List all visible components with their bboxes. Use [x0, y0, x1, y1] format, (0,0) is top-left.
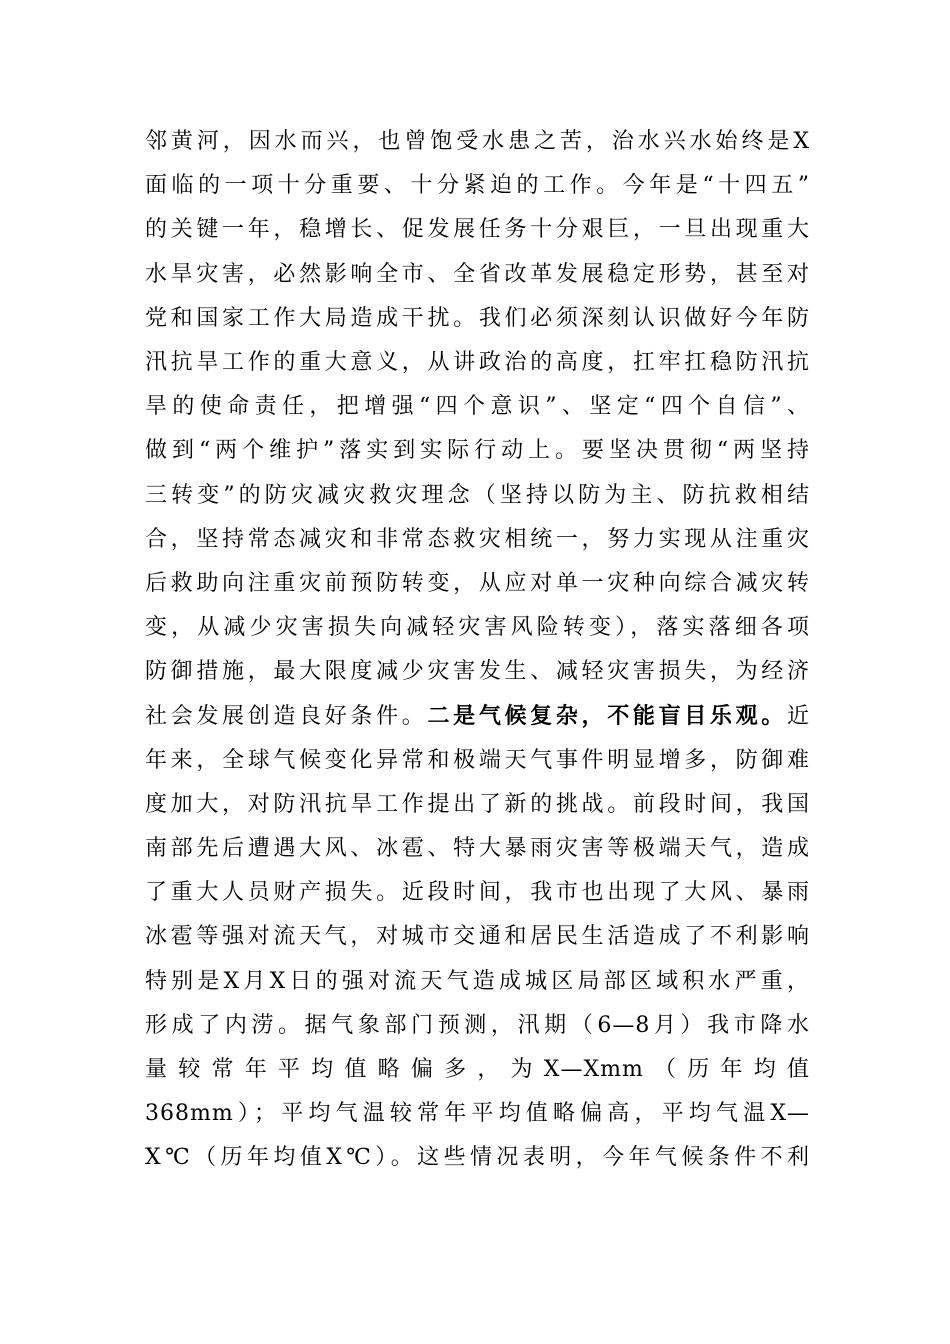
- text-line: X℃（历年均值X℃）。这些情况表明，今年气候条件不利: [145, 1145, 810, 1171]
- text-line: 368mm）；平均气温较常年平均值略偏高，平均气温X—: [145, 1101, 810, 1127]
- text-line: 度加大，对防汛抗旱工作提出了新的挑战。前段时间，我国: [145, 791, 810, 817]
- text-line: 了重大人员财产损失。近段时间，我市也出现了大风、暴雨: [145, 880, 810, 906]
- text-line: 合，坚持常态减灾和非常态救灾相统一，努力实现从注重灾: [145, 526, 810, 552]
- text-line: 汛抗旱工作的重大意义，从讲政治的高度，扛牢扛稳防汛抗: [145, 349, 810, 375]
- text-line: 党和国家工作大局造成干扰。我们必须深刻认识做好今年防: [145, 305, 810, 331]
- text-line: 邻黄河，因水而兴，也曾饱受水患之苦，治水兴水始终是X: [145, 129, 810, 154]
- text-line: 的关键一年，稳增长、促发展任务十分艰巨，一旦出现重大: [145, 217, 810, 243]
- body-text: [145, 120, 810, 1181]
- text-line: 防御措施，最大限度减少灾害发生、减轻灾害损失，为经济: [145, 659, 810, 685]
- text-line: 变，从减少灾害损失向减轻灾害风险转变），落实落细各项: [145, 615, 810, 641]
- text-line: 量较常年平均值略偏多，为X—Xmm（历年均值: [145, 1056, 810, 1082]
- text-line: 面临的一项十分重要、十分紧迫的工作。今年是“十四五”: [145, 173, 810, 199]
- text-line: 三转变”的防灾减灾救灾理念（坚持以防为主、防抗救相结: [145, 482, 810, 508]
- text-line: 形成了内涝。据气象部门预测，汛期（6—8月）我市降水: [145, 1012, 810, 1038]
- text-line: 水旱灾害，必然影响全市、全省改革发展稳定形势，甚至对: [145, 261, 810, 287]
- text-line: 年来，全球气候变化异常和极端天气事件明显增多，防御难: [145, 747, 810, 773]
- text-line: 南部先后遭遇大风、冰雹、特大暴雨灾害等极端天气，造成: [145, 836, 810, 861]
- text-line: 后救助向注重灾前预防转变，从应对单一灾种向综合减灾转: [145, 570, 810, 596]
- text-line: 冰雹等强对流天气，对城市交通和居民生活造成了不利影响: [145, 924, 810, 950]
- text-line: 做到“两个维护”落实到实际行动上。要坚决贯彻“两坚持: [145, 438, 810, 464]
- text-segment: 近: [786, 704, 810, 730]
- text-line-with-heading: [145, 694, 810, 738]
- section-heading-inline: 二是气候复杂，不能盲目乐观。: [427, 703, 787, 730]
- text-line: 特别是X月X日的强对流天气造成城区局部区域积水严重，: [145, 968, 810, 994]
- text-line: 旱的使命责任，把增强“四个意识”、坚定“四个自信”、: [145, 394, 810, 420]
- text-segment: 社会发展创造良好条件。: [145, 704, 428, 730]
